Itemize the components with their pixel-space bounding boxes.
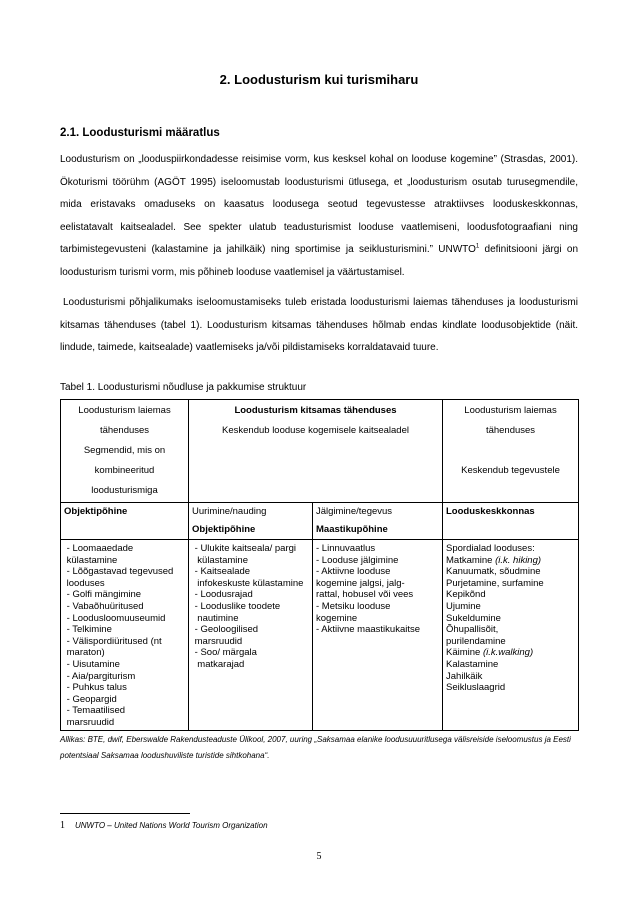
category-label-bold: Objektipõhine	[192, 524, 256, 535]
demand-supply-table	[60, 399, 579, 731]
category-label: Jälgimine/tegevus	[316, 506, 393, 517]
list-item: Kepikõnd	[446, 589, 486, 601]
header-broad-left	[61, 400, 189, 503]
paragraph-definition-text-end: definitsiooni järgi on loodusturism turismi vorm, mis põhineb looduse vaatlemisel ja väärtustamisel.	[60, 244, 579, 278]
list-item: - Loodusrajad	[192, 589, 253, 601]
list-item: purilendamine	[446, 635, 506, 647]
list-item: külastamine	[192, 554, 248, 566]
list-item: - Geoloogilised	[192, 624, 259, 636]
table-category-row	[61, 503, 579, 540]
table-header-row	[61, 400, 579, 503]
list-item: - Ulukite kaitseala/ pargi	[192, 543, 297, 554]
list-item: - Uisutamine	[64, 658, 120, 670]
list-item-text: Matkamine	[446, 554, 496, 566]
list-item: looduses	[64, 577, 105, 589]
header-narrow-title: Loodusturism kitsamas tähenduses	[234, 405, 397, 416]
category-label-bold: Maastikupõhine	[316, 524, 388, 535]
footnote-separator	[60, 813, 190, 814]
activities-research-list	[189, 540, 313, 731]
list-item: Kalastamine	[446, 658, 499, 670]
list-item: Seikluslaagrid	[446, 682, 506, 694]
list-item-text: Käimine	[446, 647, 483, 659]
list-item: Ujumine	[446, 600, 481, 612]
paragraph-distinction: Loodusturismi põhjalikumaks iseloomustamiseks tuleb eristada loodusturismi laiemas tähenduses ja loodusturismi kitsamas tähenduses (tabel 1). Loodusturism kitsamas tähenduses hõlmab endas kindlate loodusobjektide (näit. lindude, taimede, kaitsealade) vaatlemiseks ja/või pildistamiseks korraldatavaid tuure.	[60, 297, 578, 354]
list-item: nautimine	[192, 612, 239, 624]
list-item: rattal, hobusel või vees	[316, 589, 414, 601]
header-line: Keskendub tegevustele	[461, 465, 560, 476]
list-item: Sukeldumine	[446, 612, 501, 624]
footnote-reference: 1	[475, 244, 480, 251]
paragraph-definition-text: Loodusturism on „looduspiirkondadesse reisimise vorm, kus kesksel kohal on looduse kogemine” (Strasdas, 2001). Ökoturismi töörühm (AGÖT 1995) iseloomustab loodusturismi ütlusega, et „loodusturism osutab turusegmendile, mida eristavaks omaduseks on kaasatus loodusega seotud tegevustesse atraktiivses looduskeskkonnas, eelistatavalt kaitsealadel. See spekter ulatub teadusturismist looduse vaatlemiseni, loodusfotograafiani ning tarbimistegevusteni (kalastamine ja jahilkäik) ning sportimise ja seiklusturismini.” UNWTO	[60, 154, 578, 256]
list-item: matkarajad	[192, 658, 245, 670]
list-item	[446, 555, 575, 567]
paragraph-definition	[60, 149, 578, 285]
list-item: - Telkimine	[64, 624, 112, 636]
list-item: marsruudid	[192, 635, 243, 647]
category-research	[189, 503, 313, 540]
list-item: kogemine jalgsi, jalg-	[316, 577, 405, 589]
list-item: - Lõõgastavad tegevused	[64, 566, 174, 578]
list-item: - Looduslike toodete	[192, 600, 281, 612]
table-activities-row	[61, 540, 579, 731]
activities-sports-list	[443, 540, 579, 731]
list-item: - Loodusloomuuseumid	[64, 612, 166, 624]
list-item-note: (i.k. hiking)	[495, 554, 542, 566]
list-item: - Aktiivne maastikukaitse	[316, 624, 421, 636]
section-title: 2.1. Loodusturismi määratlus	[60, 127, 220, 139]
page-number: 5	[316, 851, 322, 862]
list-item: - Aktiivne looduse	[316, 566, 391, 578]
header-spacer	[447, 441, 574, 461]
header-line: Loodusturism laiemas	[78, 405, 171, 416]
category-observation	[313, 503, 443, 540]
activities-observation-list	[313, 540, 443, 731]
list-item: - Kaitsealade	[192, 566, 251, 578]
list-item: - Loomaaedade	[64, 543, 134, 554]
header-line: Loodusturism laiemas	[464, 405, 557, 416]
list-item: külastamine	[64, 554, 118, 566]
list-item: - Vabaõhuüritused	[64, 600, 144, 612]
list-item: infokeskuste külastamine	[192, 577, 304, 589]
list-item: - Aia/pargiturism	[64, 670, 136, 682]
list-item: - Golfi mängimine	[64, 589, 142, 601]
list-item: - Temaatilised	[64, 705, 126, 717]
list-item: Purjetamine, surfamine	[446, 577, 544, 589]
table-caption: Tabel 1. Loodusturismi nõudluse ja pakkumise struktuur	[60, 382, 307, 393]
header-line: Segmendid, mis on	[83, 445, 166, 456]
header-line: tähenduses	[485, 425, 536, 436]
header-narrow-subtitle: Keskendub looduse kogemisele kaitsealadel	[222, 425, 409, 436]
list-item: Õhupallisõit,	[446, 624, 499, 636]
list-item: Jahilkäik	[446, 670, 483, 682]
list-item: - Looduse jälgimine	[316, 554, 399, 566]
footnote-number: 1	[60, 820, 65, 831]
list-item: - Puhkus talus	[64, 682, 127, 694]
list-item: marsruudid	[64, 716, 115, 728]
header-line: kombineeritud	[94, 465, 155, 476]
footnote	[60, 820, 268, 831]
header-line: loodusturismiga	[91, 485, 158, 496]
list-item: - Linnuvaatlus	[316, 543, 376, 554]
activities-broad-list	[61, 540, 189, 731]
list-item-note: (i.k.walking)	[482, 647, 534, 659]
list-item: - Välispordiüritused (nt	[64, 635, 162, 647]
list-item: maraton)	[64, 647, 105, 659]
category-nature-environment: Looduskeskkonnas	[443, 503, 579, 540]
footnote-text: UNWTO – United Nations World Tourism Organization	[75, 821, 268, 830]
list-item: Spordialad looduses:	[446, 543, 535, 554]
table-source-note: Allikas: BTE, dwif, Eberswalde Rakendusteaduste Ülikool, 2007, uuring „Saksamaa elanike loodusuuuritlusega välisreiside iseloomustus ja Eesti potentsiaal Saksamaa loodushuviliste turistide sihtkohana“.	[60, 735, 571, 760]
list-item: kogemine	[316, 612, 358, 624]
list-item: Kanuumatk, sõudmine	[446, 566, 541, 578]
list-item	[446, 647, 575, 659]
chapter-title: 2. Loodusturism kui turismiharu	[219, 72, 419, 87]
header-broad-right	[443, 400, 579, 503]
list-item: - Soo/ märgala	[192, 647, 257, 659]
header-narrow	[189, 400, 443, 503]
category-label: Uurimine/nauding	[192, 506, 267, 517]
header-line: tähenduses	[99, 425, 150, 436]
category-object-based: Objektipõhine	[61, 503, 189, 540]
list-item: - Metsiku looduse	[316, 600, 391, 612]
list-item: - Geopargid	[64, 693, 117, 705]
